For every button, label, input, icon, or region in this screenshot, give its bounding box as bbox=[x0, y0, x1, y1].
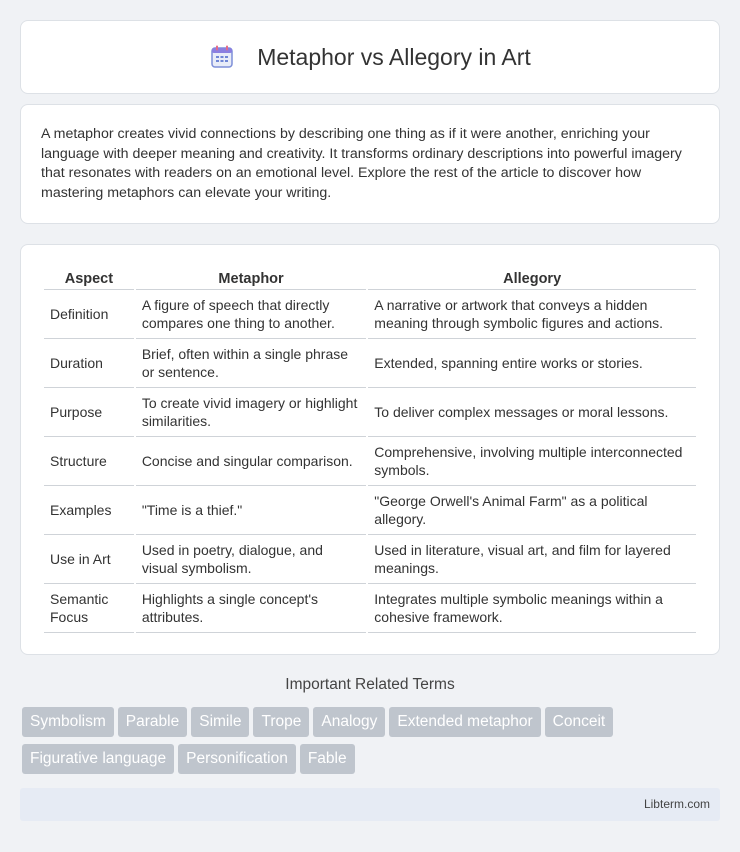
row-allegory: Used in literature, visual art, and film for layered meanings. bbox=[368, 535, 696, 584]
row-allegory: Integrates multiple symbolic meanings within a cohesive framework. bbox=[368, 584, 696, 633]
tag-extended-metaphor[interactable]: Extended metaphor bbox=[389, 707, 540, 737]
row-metaphor: To create vivid imagery or highlight similarities. bbox=[136, 388, 366, 437]
tag-simile[interactable]: Simile bbox=[191, 707, 249, 737]
related-terms-list bbox=[22, 707, 722, 781]
comparison-card bbox=[20, 244, 720, 655]
header-aspect: Aspect bbox=[44, 265, 134, 290]
tag-conceit[interactable]: Conceit bbox=[545, 707, 614, 737]
table-header-row bbox=[44, 265, 696, 290]
row-aspect: Duration bbox=[44, 339, 134, 388]
row-metaphor: Brief, often within a single phrase or sentence. bbox=[136, 339, 366, 388]
tag-symbolism[interactable]: Symbolism bbox=[22, 707, 114, 737]
page-title: Metaphor vs Allegory in Art bbox=[257, 43, 531, 70]
table-row bbox=[44, 437, 696, 486]
row-metaphor: Used in poetry, dialogue, and visual symbolism. bbox=[136, 535, 366, 584]
row-aspect: Use in Art bbox=[44, 535, 134, 584]
table-row bbox=[44, 339, 696, 388]
tag-parable[interactable]: Parable bbox=[118, 707, 187, 737]
footer-brand-link[interactable]: Libterm.com bbox=[643, 797, 710, 811]
intro-text: A metaphor creates vivid connections by describing one thing as if it were another, enriching your language with deeper meaning and creativity. It transforms ordinary descriptions into powerful imagery that resonates with readers on an emotional level. Explore the rest of the article to discover how mastering metaphors can elevate your writing. bbox=[41, 126, 682, 201]
row-aspect: Examples bbox=[44, 486, 134, 535]
row-aspect: Semantic Focus bbox=[44, 584, 134, 633]
intro-card bbox=[20, 104, 720, 224]
header-metaphor: Metaphor bbox=[136, 265, 366, 290]
row-aspect: Purpose bbox=[44, 388, 134, 437]
row-metaphor: A figure of speech that directly compares one thing to another. bbox=[136, 290, 366, 339]
tag-trope[interactable]: Trope bbox=[253, 707, 309, 737]
row-aspect: Structure bbox=[44, 437, 134, 486]
tag-personification[interactable]: Personification bbox=[178, 744, 296, 774]
related-terms-title: Important Related Terms bbox=[285, 676, 455, 693]
row-metaphor: "Time is a thief." bbox=[136, 486, 366, 535]
row-allegory: To deliver complex messages or moral lessons. bbox=[368, 388, 696, 437]
title-card bbox=[20, 20, 720, 94]
table-row bbox=[44, 535, 696, 584]
table-row bbox=[44, 486, 696, 535]
calendar-icon bbox=[209, 44, 235, 70]
row-allegory: "George Orwell's Animal Farm" as a political allegory. bbox=[368, 486, 696, 535]
tag-figurative-language[interactable]: Figurative language bbox=[22, 744, 174, 774]
comparison-table bbox=[42, 265, 698, 633]
table-row bbox=[44, 388, 696, 437]
tag-fable[interactable]: Fable bbox=[300, 744, 355, 774]
table-row bbox=[44, 584, 696, 633]
row-allegory: Extended, spanning entire works or stories. bbox=[368, 339, 696, 388]
row-metaphor: Highlights a single concept's attributes. bbox=[136, 584, 366, 633]
footer bbox=[20, 788, 720, 821]
header-allegory: Allegory bbox=[368, 265, 696, 290]
tag-analogy[interactable]: Analogy bbox=[313, 707, 385, 737]
row-aspect: Definition bbox=[44, 290, 134, 339]
row-allegory: A narrative or artwork that conveys a hidden meaning through symbolic figures and actions. bbox=[368, 290, 696, 339]
row-allegory: Comprehensive, involving multiple interconnected symbols. bbox=[368, 437, 696, 486]
row-metaphor: Concise and singular comparison. bbox=[136, 437, 366, 486]
table-row bbox=[44, 290, 696, 339]
